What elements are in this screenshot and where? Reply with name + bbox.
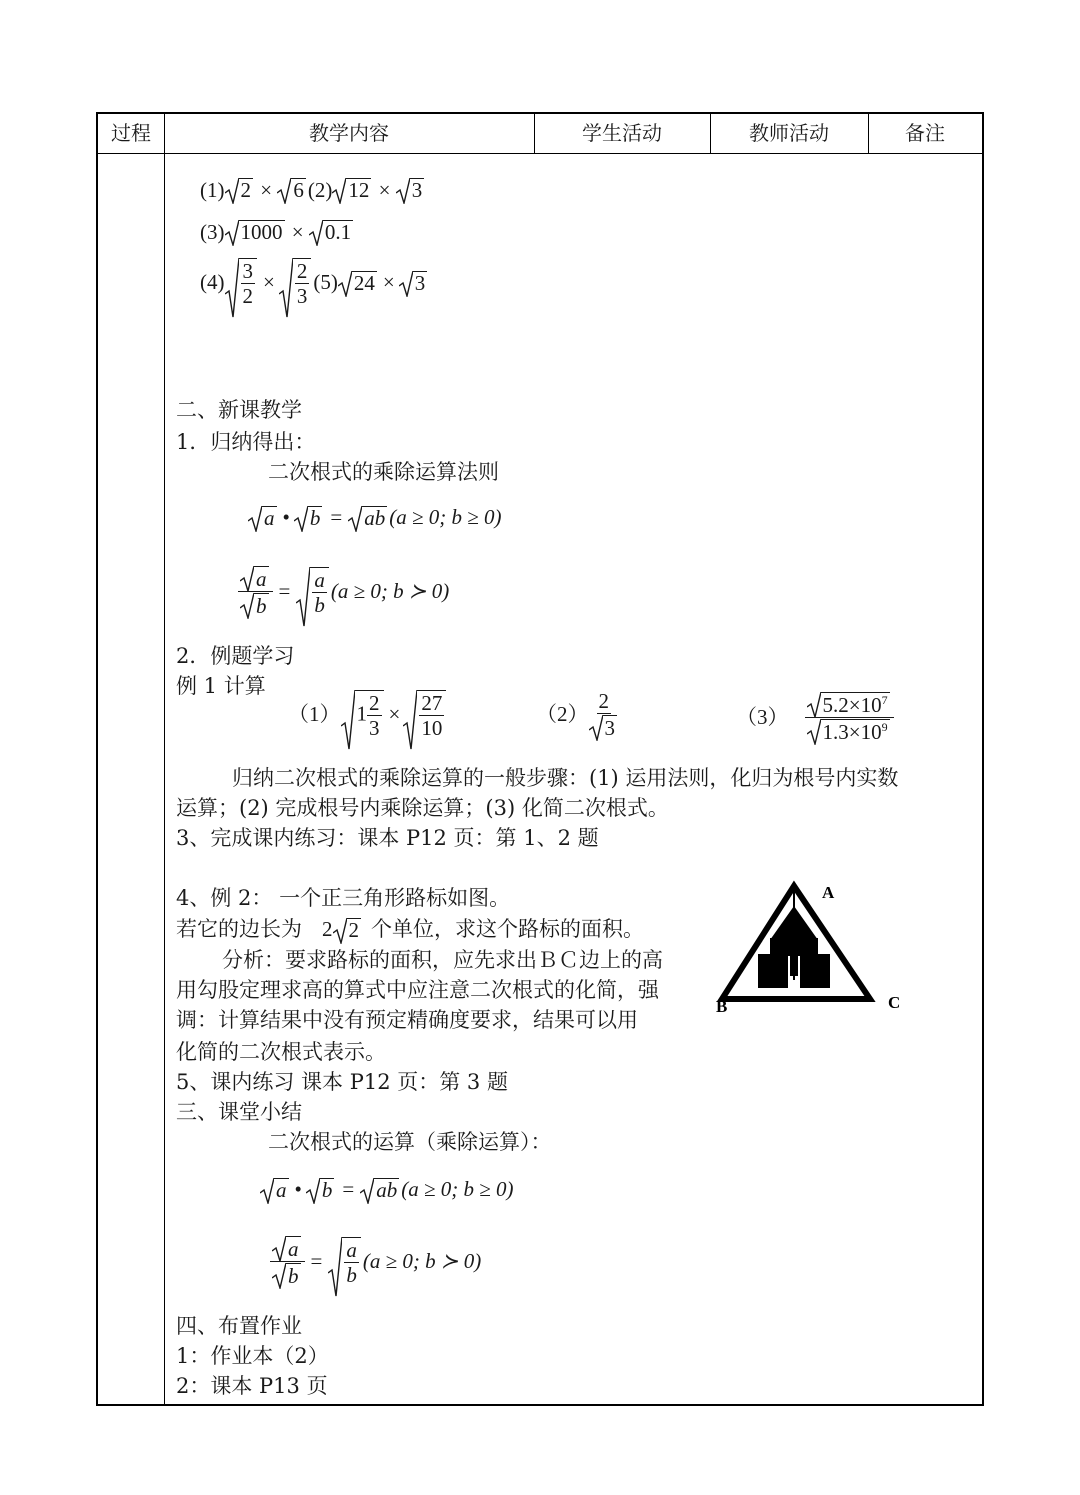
- fraction: $\frac{2}{3}$: [589, 690, 620, 739]
- label: (4): [200, 270, 225, 295]
- times: ×: [260, 178, 273, 202]
- header-divider: [534, 114, 535, 154]
- label: (3): [200, 220, 225, 244]
- sqrt: [396, 178, 425, 201]
- example-2-title: 4、例 2： 一个正三角形路标如图。: [176, 886, 511, 910]
- label: (1): [200, 178, 225, 202]
- sqrt: b: [294, 506, 323, 529]
- fraction: $\frac{5.2\times 10^7}{1.3\times 10^9}$: [805, 692, 894, 743]
- radicand: 24: [353, 271, 375, 296]
- header-notes: 备注: [905, 121, 945, 145]
- condition: (a ≥ 0; b ≻ 0): [330, 579, 450, 604]
- label: （3）: [736, 705, 789, 730]
- condition: (a ≥ 0; b ≥ 0): [401, 1177, 514, 1201]
- sqrt: [225, 258, 258, 307]
- summary-line-1: 归纳二次根式的乘除运算的一般步骤：(1) 运用法则，化归为根号内实数: [232, 766, 899, 790]
- summary-multiplication-rule: a • b = ab (a ≥ 0; b ≥ 0): [260, 1178, 513, 1201]
- sqrt: $\frac{27}{10}$: [403, 690, 446, 739]
- sqrt: $\frac{a}{b}$: [328, 1237, 361, 1286]
- condition: (a ≥ 0; b ≻ 0): [362, 1249, 482, 1274]
- sqrt: [225, 178, 254, 201]
- step-1: 1．归纳得出：: [176, 430, 316, 454]
- side-length: 2 2: [322, 917, 359, 942]
- summary-division-rule: $\frac{a}{b}$ = $\frac{a}{b}$ (a ≥ 0; b ≻ 0): [270, 1236, 481, 1287]
- sqrt: a: [260, 1178, 289, 1201]
- sqrt: [338, 271, 377, 294]
- times: ×: [263, 270, 275, 295]
- triangle-road-sign-figure: [712, 878, 912, 1014]
- sqrt: [399, 271, 428, 294]
- label: (2): [307, 178, 333, 202]
- radicand: 0.1: [324, 220, 352, 244]
- rule-title: 二次根式的乘除运算法则: [268, 460, 499, 484]
- sqrt: ab: [348, 506, 387, 529]
- warmup-line-3: [200, 258, 429, 307]
- vertex-label-a: A: [822, 883, 835, 902]
- header-teacher: 教师活动: [749, 121, 829, 145]
- radicand: 1000: [240, 220, 283, 244]
- example-2-question: [176, 918, 644, 941]
- warmup-line-2: [200, 220, 355, 243]
- section-3-title: 三、课堂小结: [176, 1100, 302, 1124]
- step-2: 2．例题学习: [176, 644, 295, 668]
- header-student: 学生活动: [582, 121, 662, 145]
- sqrt: [332, 178, 371, 201]
- step-5: 5、课内练习 课本 P12 页：第 3 题: [176, 1070, 508, 1094]
- header-content: 教学内容: [309, 121, 389, 145]
- multiplication-rule: a • b = ab (a ≥ 0; b ≥ 0): [248, 506, 501, 529]
- radicand: [293, 258, 312, 307]
- sqrt: $\frac{a}{b}$: [296, 567, 329, 616]
- fraction: $\frac{a}{b}$: [238, 566, 273, 617]
- fraction: $\frac{a}{b}$: [270, 1236, 305, 1287]
- sqrt: ab: [360, 1178, 399, 1201]
- header-divider: [710, 114, 711, 154]
- question-pre: 若它的边长为: [176, 917, 302, 941]
- example-1-item-3: [736, 692, 894, 743]
- sqrt: [277, 178, 306, 201]
- analysis-line-3: 调：计算结果中没有预定精确度要求，结果可以用: [176, 1008, 638, 1032]
- radicand: 3: [414, 271, 426, 296]
- radicand: [239, 258, 258, 307]
- section-2-title: 二、新课教学: [176, 398, 302, 422]
- label: （2）: [536, 702, 589, 727]
- section-4-title: 四、布置作业: [176, 1314, 302, 1338]
- times: ×: [291, 220, 304, 244]
- table-header: [98, 114, 982, 154]
- vertex-label-b: B: [716, 997, 728, 1014]
- sqrt: [279, 258, 312, 307]
- header-process: 过程: [111, 121, 151, 145]
- label: （1）: [288, 702, 341, 727]
- warmup-line-1: [200, 178, 426, 201]
- example-1-item-2: [536, 690, 619, 739]
- division-rule: $\frac{a}{b}$ = $\frac{a}{b}$ (a ≥ 0; b ≻ 0): [238, 566, 449, 617]
- sqrt: b: [306, 1178, 335, 1201]
- sqrt: a: [248, 506, 277, 529]
- homework-1: 1：作业本（2）: [176, 1344, 329, 1368]
- fraction: $\frac{2}{3}$: [296, 259, 308, 309]
- radicand: 3: [411, 178, 423, 202]
- analysis-line-4: 化简的二次根式表示。: [176, 1040, 386, 1064]
- process-column-divider: [164, 114, 165, 1404]
- analysis-line-1: 分析：要求路标的面积，应先求出ＢＣ边上的高: [222, 948, 663, 972]
- sqrt: 1 $\frac{2}{3}$: [341, 690, 384, 739]
- analysis-line-2: 用勾股定理求高的算式中应注意二次根式的化简，强: [176, 978, 659, 1002]
- times: ×: [378, 178, 391, 202]
- header-divider: [868, 114, 869, 154]
- homework-2: 2：课本 P13 页: [176, 1374, 328, 1398]
- summary-line-2: 运算；(2) 完成根号内乘除运算；(3) 化简二次根式。: [176, 796, 669, 820]
- condition: (a ≥ 0; b ≥ 0): [389, 505, 502, 529]
- times: ×: [382, 270, 395, 295]
- question-post: 个单位，求这个路标的面积。: [371, 917, 644, 941]
- vertex-label-c: C: [888, 993, 901, 1012]
- radicand: 6: [293, 178, 304, 202]
- step-3: 3、完成课内练习：课本 P12 页：第 1、2 题: [176, 826, 599, 850]
- sqrt: [225, 220, 285, 243]
- sqrt: [309, 220, 353, 243]
- example-1-item-1: （1） 1 $\frac{2}{3}$ × $\frac{27}{10}$: [288, 690, 448, 739]
- fraction: $\frac{3}{2}$: [242, 259, 253, 309]
- radicand: 12: [348, 178, 370, 202]
- label: (5): [313, 270, 338, 295]
- example-1-title: 例 1 计算: [176, 674, 266, 698]
- radicand: 2: [240, 178, 251, 202]
- section-3-subtitle: 二次根式的运算（乘除运算）：: [268, 1130, 552, 1154]
